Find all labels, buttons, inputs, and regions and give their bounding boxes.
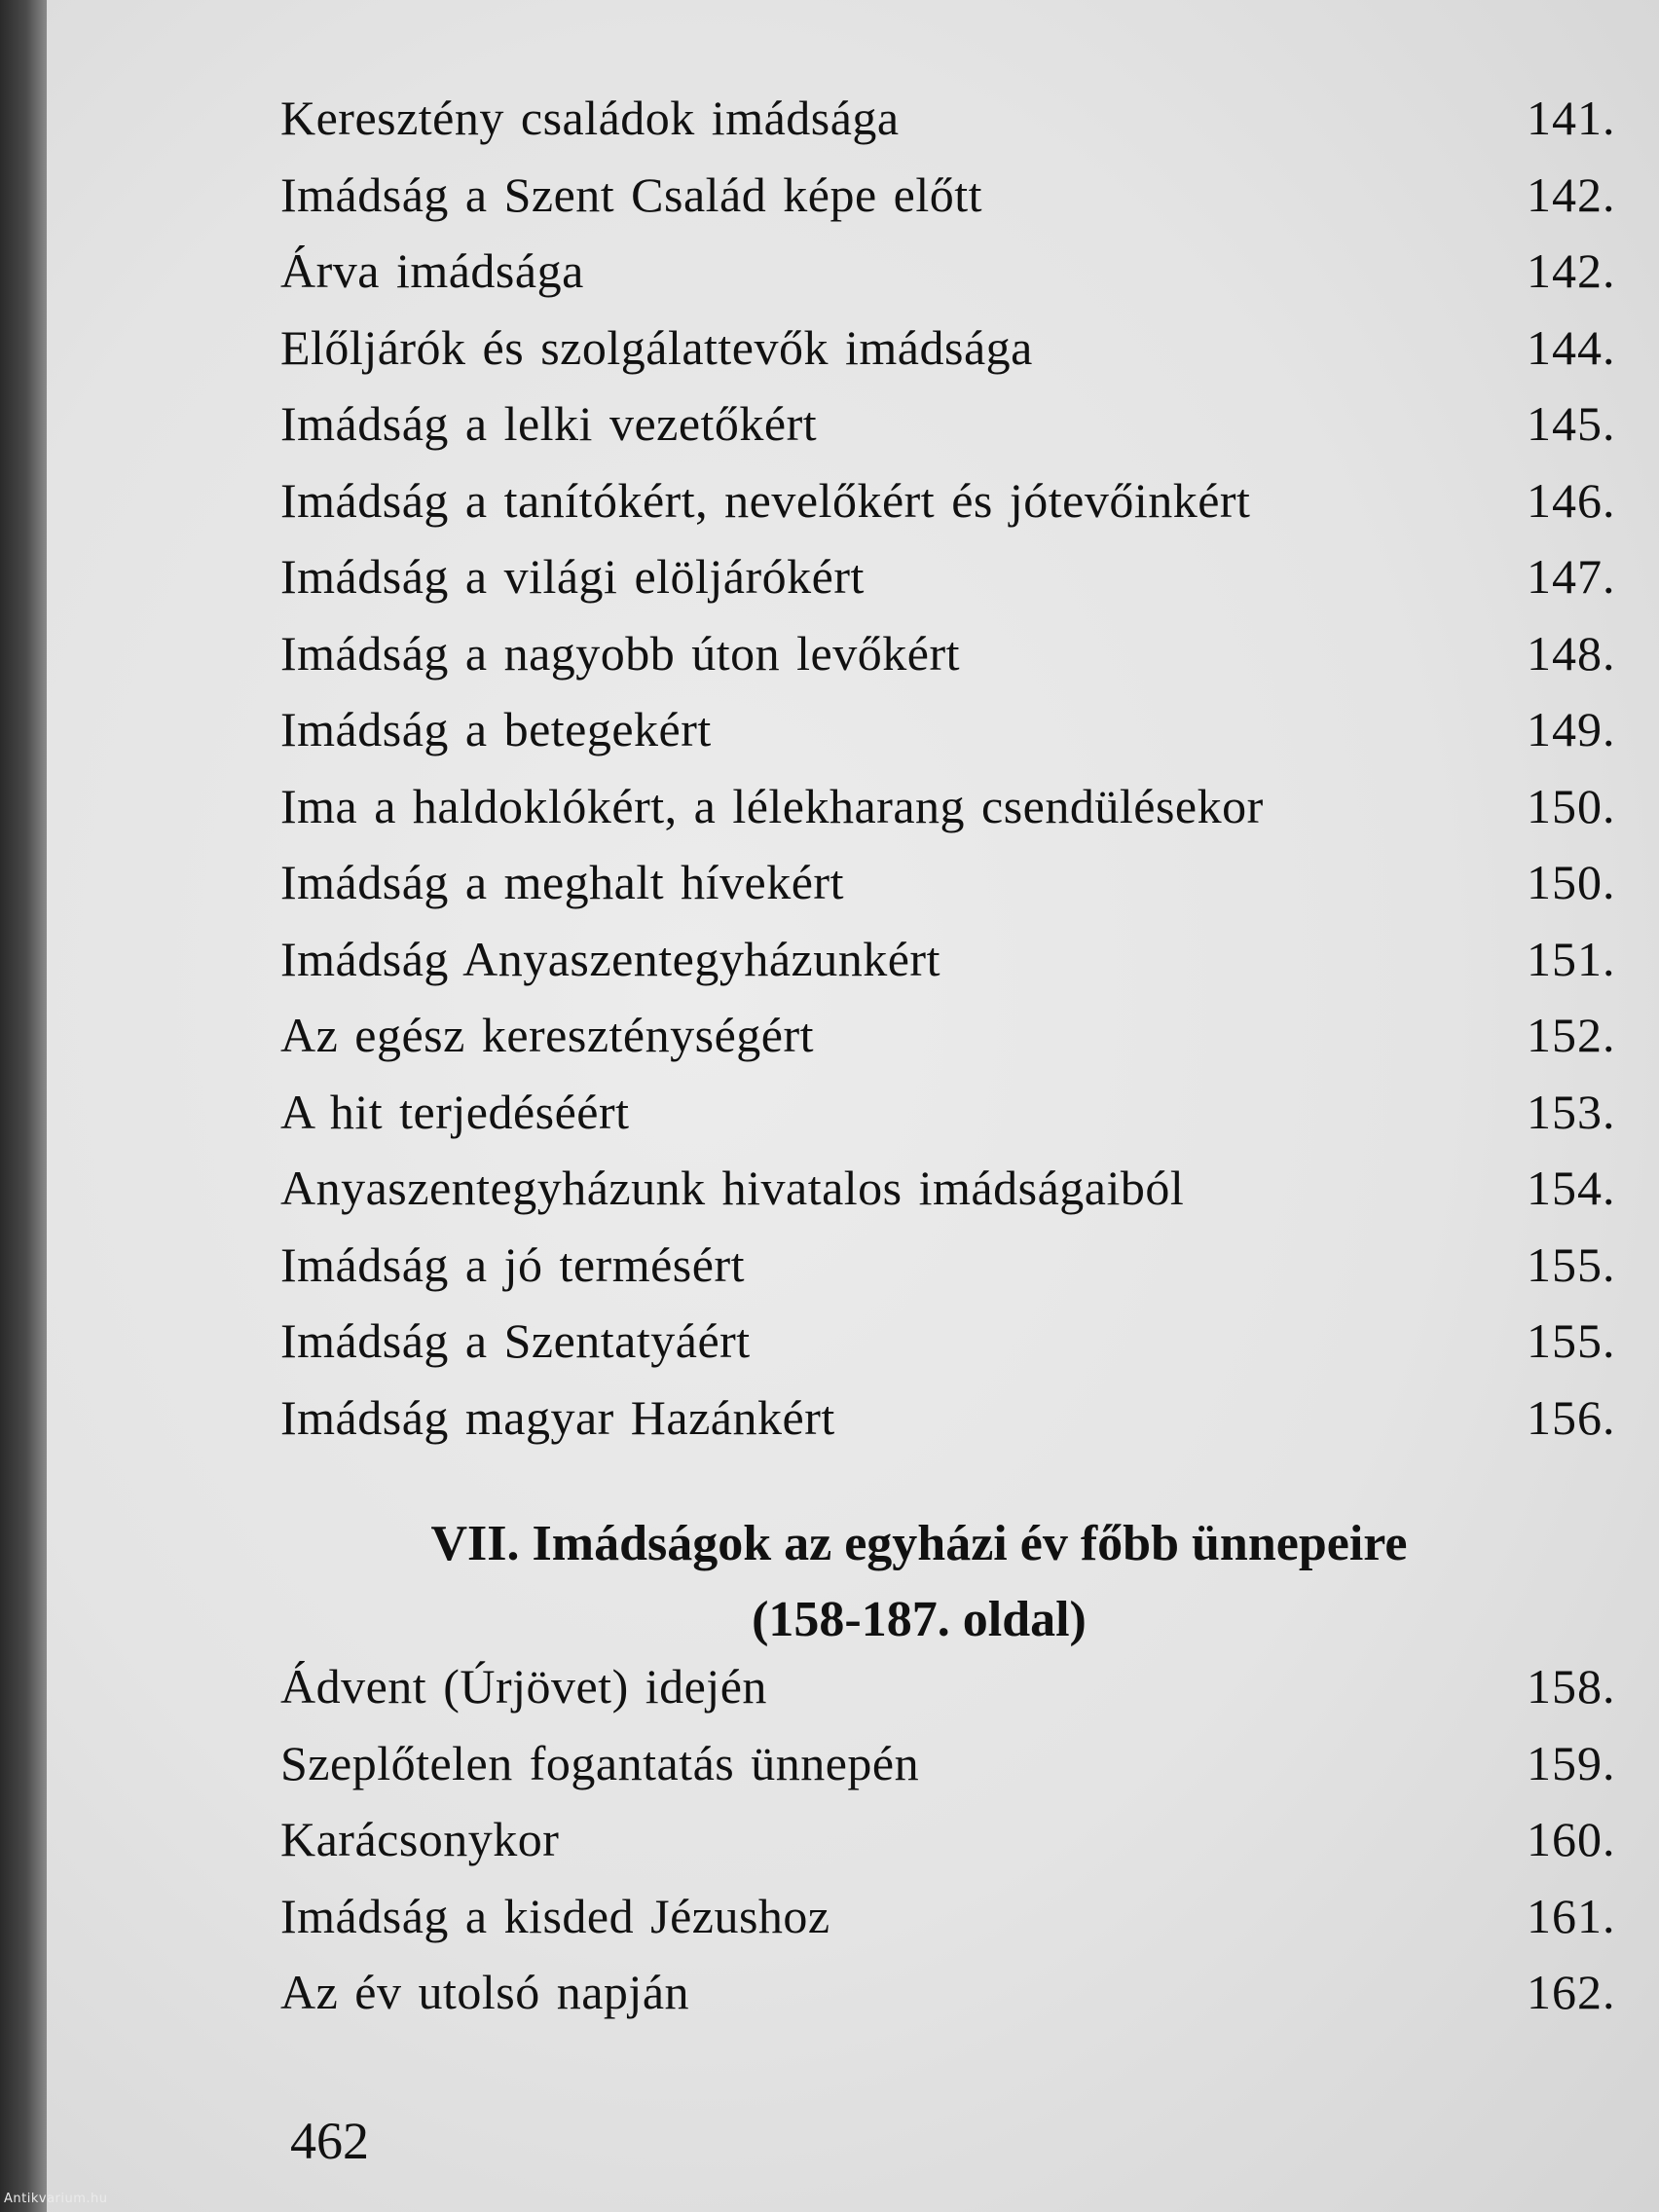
toc-entry-page: 144. xyxy=(1527,319,1616,375)
toc-entry-page: 156. xyxy=(1527,1389,1616,1445)
toc-entry-title: Imádság a világi elöljárókért xyxy=(280,549,865,604)
toc-entry-title: Imádság a jó termésért xyxy=(280,1236,745,1292)
toc-entries-part2 xyxy=(280,1658,1643,2041)
page-number: 462 xyxy=(290,2112,369,2170)
toc-entry-title: Imádság a betegekért xyxy=(280,702,712,756)
toc-entry xyxy=(280,395,1643,472)
toc-entry-title: Ádvent (Úrjövet) idején xyxy=(280,1659,767,1714)
toc-entry xyxy=(280,854,1643,931)
toc-entry-page: 146. xyxy=(1527,472,1616,528)
toc-entry-page: 145. xyxy=(1527,396,1616,451)
toc-entry xyxy=(280,90,1643,166)
toc-entry-page: 142. xyxy=(1527,243,1616,298)
toc-entry-page: 154. xyxy=(1527,1161,1616,1215)
toc-entry-page: 148. xyxy=(1527,625,1616,681)
toc-entry-page: 153. xyxy=(1527,1084,1616,1139)
toc-entry-page: 162. xyxy=(1527,1965,1616,2019)
toc-entry-title: Ima a haldoklókért, a lélekharang csendülésekor xyxy=(280,778,1264,833)
toc-entry xyxy=(280,625,1643,702)
toc-entry-title: Imádság a nagyobb úton levőkért xyxy=(280,625,960,681)
toc-entries-part1 xyxy=(280,90,1643,1465)
toc-entry xyxy=(280,166,1643,243)
book-binding-edge xyxy=(0,0,47,2212)
section-heading-line1: VII. Imádságok az egyházi év főbb ünnepeire xyxy=(430,1516,1408,1571)
section-spacer xyxy=(280,1465,1643,1506)
toc-entry xyxy=(280,778,1643,855)
toc-entry-title: Anyaszentegyházunk hivatalos imádságaiból xyxy=(280,1161,1185,1215)
toc-entry xyxy=(280,472,1643,549)
toc-entry-title: Szeplőtelen fogantatás ünnepén xyxy=(280,1735,920,1790)
toc-entry xyxy=(280,1389,1643,1466)
toc-entry xyxy=(280,319,1643,396)
toc-entry-title: Imádság a Szent Család képe előtt xyxy=(280,166,982,222)
toc-entry-title: Előljárók és szolgálattevők imádsága xyxy=(280,319,1033,375)
section-heading-line2: (158-187. oldal) xyxy=(752,1592,1087,1647)
watermark-text: Antikvarium.hu xyxy=(4,2192,108,2206)
toc-entry-title: Imádság a Szentatyáért xyxy=(280,1313,751,1368)
toc-entry-page: 147. xyxy=(1527,549,1616,604)
toc-entry-title: Keresztény családok imádsága xyxy=(280,91,900,145)
toc-entry xyxy=(280,1658,1643,1735)
toc-entry xyxy=(280,548,1643,625)
toc-entry xyxy=(280,1888,1643,1965)
toc-entry-title: Imádság Anyaszentegyházunkért xyxy=(280,931,940,986)
toc-entry xyxy=(280,1160,1643,1236)
toc-entry-title: Imádság a tanítókért, nevelőkért és jótevőinkért xyxy=(280,472,1251,528)
toc-entry-title: Árva imádsága xyxy=(280,243,584,298)
toc-entry xyxy=(280,1811,1643,1888)
toc-entry-title: Imádság magyar Hazánkért xyxy=(280,1389,835,1445)
toc-entry xyxy=(280,931,1643,1008)
toc-entry xyxy=(280,1735,1643,1812)
toc-entry-page: 161. xyxy=(1527,1888,1616,1943)
toc-entry xyxy=(280,1007,1643,1084)
toc-entry-page: 160. xyxy=(1527,1812,1616,1866)
toc-entry xyxy=(280,1084,1643,1161)
toc-entry xyxy=(280,1236,1643,1313)
toc-entry-page: 150. xyxy=(1527,855,1616,909)
toc-entry-title: Imádság a lelki vezetőkért xyxy=(280,396,818,451)
toc-entry-page: 158. xyxy=(1527,1659,1616,1714)
table-of-contents xyxy=(280,90,1643,2041)
toc-entry-page: 151. xyxy=(1527,931,1616,986)
toc-entry-page: 155. xyxy=(1527,1313,1616,1368)
toc-entry xyxy=(280,701,1643,778)
toc-entry-title: Karácsonykor xyxy=(280,1812,560,1866)
toc-entry-page: 155. xyxy=(1527,1236,1616,1292)
toc-entry-title: A hit terjedéséért xyxy=(280,1084,630,1139)
toc-entry-title: Imádság a kisded Jézushoz xyxy=(280,1888,830,1943)
toc-entry-page: 149. xyxy=(1527,702,1616,756)
toc-entry-page: 142. xyxy=(1527,166,1616,222)
book-page xyxy=(47,0,1659,2212)
toc-entry xyxy=(280,1312,1643,1389)
toc-entry-page: 159. xyxy=(1527,1735,1616,1790)
toc-entry-page: 152. xyxy=(1527,1008,1616,1062)
toc-entry-title: Az év utolsó napján xyxy=(280,1965,690,2019)
toc-entry xyxy=(280,1964,1643,2041)
toc-entry-title: Az egész kereszténységért xyxy=(280,1008,814,1062)
toc-entry xyxy=(280,242,1643,319)
toc-entry-page: 141. xyxy=(1527,91,1616,145)
toc-entry-page: 150. xyxy=(1527,778,1616,833)
toc-entry-title: Imádság a meghalt hívekért xyxy=(280,855,844,909)
